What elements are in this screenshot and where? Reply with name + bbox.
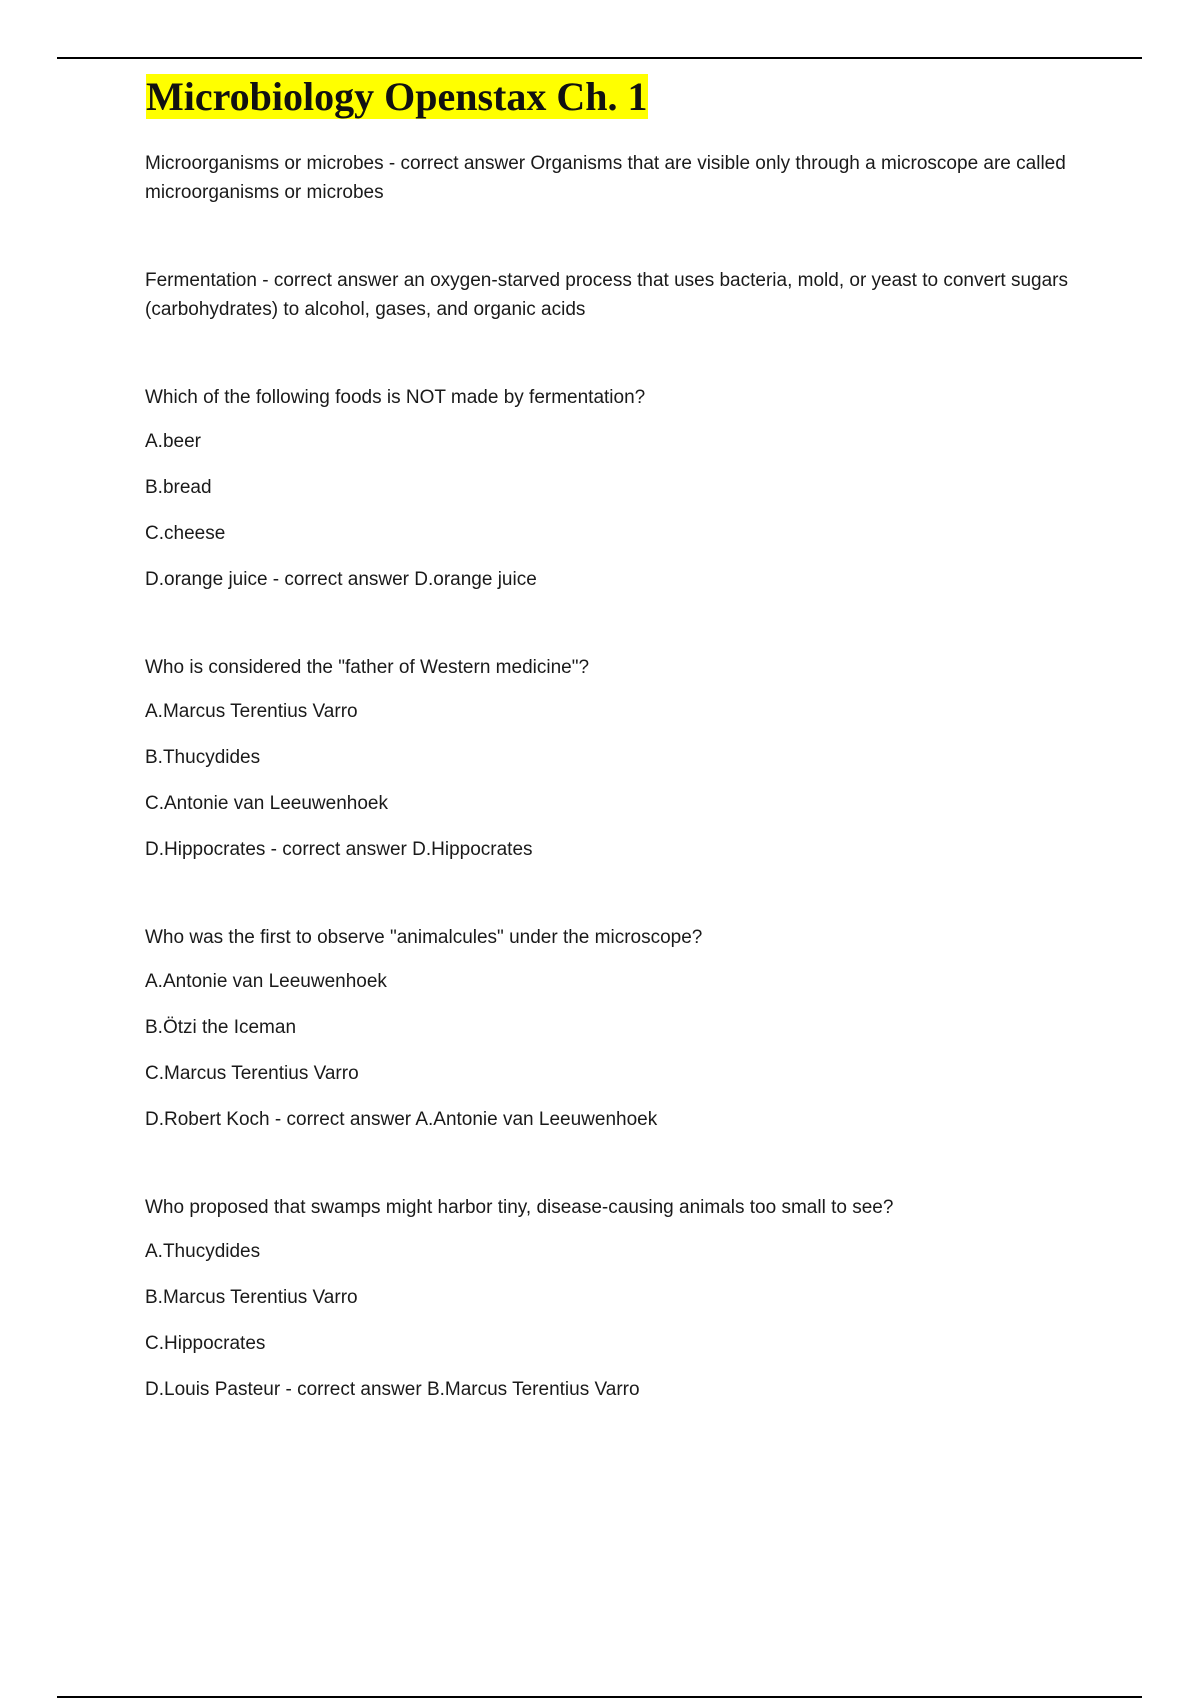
document-body [145,70,1080,1463]
question-prompt: Who is considered the "father of Western medicine"? [145,657,590,678]
answer-option: A.Antonie van Leeuwenhoek [145,971,387,992]
question-block-1 [145,383,1080,594]
question-block-3 [145,923,1080,1134]
answer-option: C.Marcus Terentius Varro [145,1063,359,1084]
answer-option-with-correct-answer: D.orange juice - correct answer D.orange juice [145,569,537,590]
question-block-4 [145,1193,1080,1404]
answer-option: A.beer [145,431,201,452]
answer-option: A.Marcus Terentius Varro [145,701,358,722]
question-prompt: Which of the following foods is NOT made by fermentation? [145,387,646,408]
document-title [145,70,652,122]
answer-option: B.bread [145,477,212,498]
answer-option: B.Ötzi the Iceman [145,1017,297,1038]
title-highlight: Microbiology Openstax Ch. 1 [146,74,648,119]
answer-option: B.Thucydides [145,747,261,768]
answer-option-with-correct-answer: D.Louis Pasteur - correct answer B.Marcus Terentius Varro [145,1379,640,1400]
answer-option: A.Thucydides [145,1241,261,1262]
question-prompt: Who was the first to observe "animalcules" under the microscope? [145,927,703,948]
bottom-rule [57,1696,1142,1698]
answer-option-with-correct-answer: D.Robert Koch - correct answer A.Antonie van Leeuwenhoek [145,1109,658,1130]
answer-option-with-correct-answer: D.Hippocrates - correct answer D.Hippocrates [145,839,533,860]
top-rule [57,57,1142,59]
question-prompt: Who proposed that swamps might harbor tiny, disease-causing animals too small to see? [145,1197,894,1218]
definition-fermentation: Fermentation - correct answer an oxygen-starved process that uses bacteria, mold, or yeast to convert sugars (carbohydrates) to alcohol, gases, and organic acids [145,270,1068,320]
definition-microorganisms: Microorganisms or microbes - correct answer Organisms that are visible only through a microscope are called microorganisms or microbes [145,153,1066,203]
question-block-2 [145,653,1080,864]
answer-option: C.Hippocrates [145,1333,266,1354]
answer-option: B.Marcus Terentius Varro [145,1287,358,1308]
answer-option: C.cheese [145,523,226,544]
answer-option: C.Antonie van Leeuwenhoek [145,793,388,814]
